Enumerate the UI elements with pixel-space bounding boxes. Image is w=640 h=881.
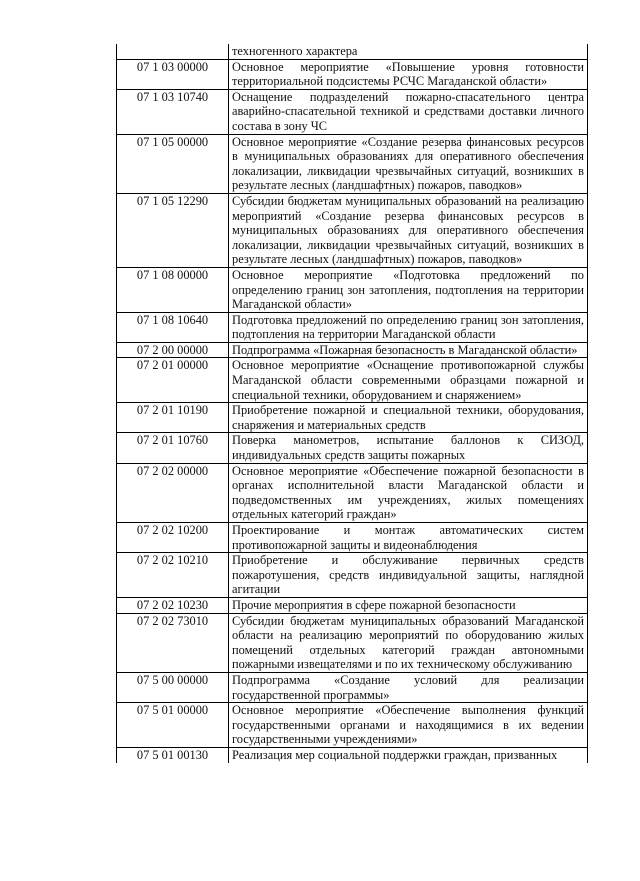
- table-row: [117, 89, 588, 134]
- row-description-cell: Субсидии бюджетам муниципальных образований Магаданской области на реализацию мероприятий по оборудованию жилых помещений отдельных категорий граждан автономными пожарными извещателями и по их техническому обслуживанию: [229, 613, 588, 672]
- row-code-cell: 07 2 01 10190: [117, 403, 229, 433]
- row-description-cell: Основное мероприятие «Обеспечение выполнения функций государственными органами и находящимися в их ведении государственными учреждениями»: [229, 703, 588, 748]
- row-code-cell: 07 2 02 00000: [117, 463, 229, 522]
- row-code-cell: 07 1 05 12290: [117, 193, 229, 267]
- row-code-cell: 07 1 05 00000: [117, 134, 229, 193]
- table-row: [117, 747, 588, 762]
- row-code-cell: 07 5 01 00000: [117, 703, 229, 748]
- row-description-cell: Реализация мер социальной поддержки граждан, призванных: [229, 747, 588, 762]
- row-description-cell: Основное мероприятие «Подготовка предложений по определению границ зон затопления, подтопления на территории Магаданской области»: [229, 267, 588, 312]
- table-row: [117, 553, 588, 598]
- row-code-cell: 07 5 01 00130: [117, 747, 229, 762]
- table-row: [117, 44, 588, 59]
- row-description-cell: Проектирование и монтаж автоматических систем противопожарной защиты и видеонаблюдения: [229, 523, 588, 553]
- table-row: [117, 134, 588, 193]
- row-description-cell: Поверка манометров, испытание баллонов к СИЗОД, индивидуальных средств защиты пожарных: [229, 433, 588, 463]
- row-description-cell: Основное мероприятие «Оснащение противопожарной службы Магаданской области современными образцами пожарной и специальной техники, оборудованием и снаряжением»: [229, 358, 588, 403]
- row-description-cell: Оснащение подразделений пожарно-спасательного центра аварийно-спасательной техникой и средствами доставки личного состава в зону ЧС: [229, 89, 588, 134]
- table-row: [117, 59, 588, 89]
- row-code-cell: [117, 44, 229, 59]
- row-description-cell: Основное мероприятие «Создание резерва финансовых ресурсов в муниципальных образованиях для оперативного обеспечения локализации, ликвидации чрезвычайных ситуаций, возникших в результате лесных (ландшафтных) пожаров, паводков»: [229, 134, 588, 193]
- table-row: [117, 403, 588, 433]
- table-row: [117, 312, 588, 342]
- table-row: [117, 672, 588, 702]
- row-code-cell: 07 2 02 10200: [117, 523, 229, 553]
- row-description-cell: техногенного характера: [229, 44, 588, 59]
- row-code-cell: 07 2 02 10230: [117, 597, 229, 613]
- row-description-cell: Подпрограмма «Пожарная безопасность в Магаданской области»: [229, 342, 588, 358]
- row-description-cell: Основное мероприятие «Повышение уровня готовности территориальной подсистемы РСЧС Магаданской области»: [229, 59, 588, 89]
- table-row: [117, 193, 588, 267]
- row-code-cell: 07 2 01 10760: [117, 433, 229, 463]
- table-row: [117, 463, 588, 522]
- row-description-cell: Приобретение и обслуживание первичных средств пожаротушения, средств индивидуальной защиты, наглядной агитации: [229, 553, 588, 598]
- row-code-cell: 07 5 00 00000: [117, 672, 229, 702]
- table-row: [117, 358, 588, 403]
- row-code-cell: 07 1 03 10740: [117, 89, 229, 134]
- row-code-cell: 07 2 01 00000: [117, 358, 229, 403]
- table-row: [117, 613, 588, 672]
- table-body: [117, 44, 588, 763]
- row-code-cell: 07 2 00 00000: [117, 342, 229, 358]
- row-description-cell: Субсидии бюджетам муниципальных образований на реализацию мероприятий «Создание резерва финансовых ресурсов в муниципальных образованиях для оперативного обеспечения локализации, ликвидации чрезвычайных ситуаций, возникших в результате лесных (ландшафтных) пожаров, паводков»: [229, 193, 588, 267]
- table-row: [117, 267, 588, 312]
- budget-classification-table: [116, 44, 588, 763]
- table-row: [117, 342, 588, 358]
- table-row: [117, 597, 588, 613]
- row-description-cell: Основное мероприятие «Обеспечение пожарной безопасности в органах исполнительной власти Магаданской области и подведомственных им учреждениях, жилых помещениях отдельных категорий граждан»: [229, 463, 588, 522]
- table-row: [117, 523, 588, 553]
- row-description-cell: Подготовка предложений по определению границ зон затопления, подтопления на территории Магаданской области: [229, 312, 588, 342]
- table-row: [117, 703, 588, 748]
- row-code-cell: 07 1 03 00000: [117, 59, 229, 89]
- table-row: [117, 433, 588, 463]
- row-code-cell: 07 1 08 10640: [117, 312, 229, 342]
- row-description-cell: Приобретение пожарной и специальной техники, оборудования, снаряжения и материальных средств: [229, 403, 588, 433]
- row-code-cell: 07 2 02 10210: [117, 553, 229, 598]
- row-code-cell: 07 1 08 00000: [117, 267, 229, 312]
- row-code-cell: 07 2 02 73010: [117, 613, 229, 672]
- row-description-cell: Подпрограмма «Создание условий для реализации государственной программы»: [229, 672, 588, 702]
- row-description-cell: Прочие мероприятия в сфере пожарной безопасности: [229, 597, 588, 613]
